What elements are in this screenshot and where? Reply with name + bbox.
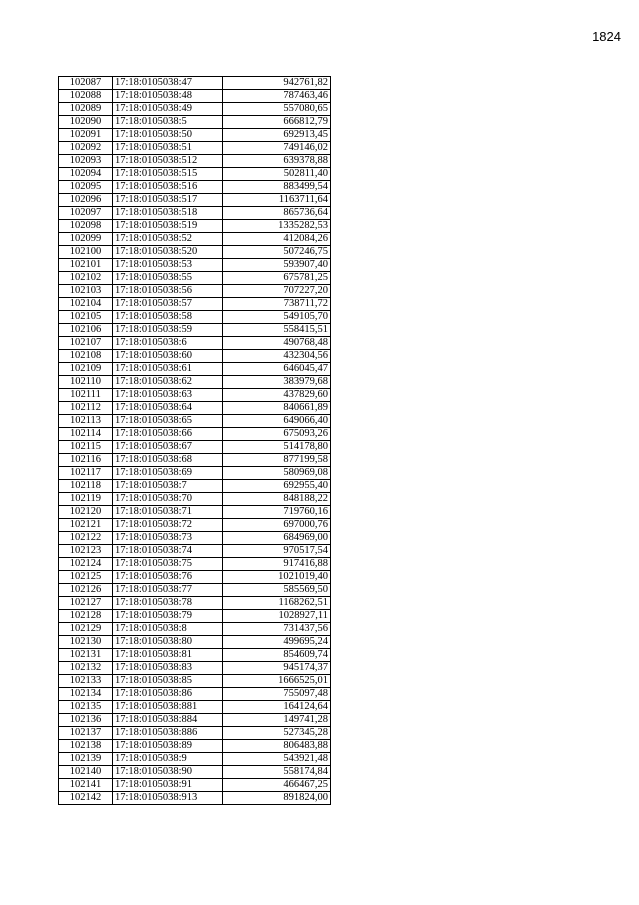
- table-row: [59, 350, 331, 363]
- cadastral-number-cell: 17:18:0105038:52: [113, 233, 223, 246]
- cadastral-number-cell: 17:18:0105038:6: [113, 337, 223, 350]
- cadastral-value-cell: 1021019,40: [223, 571, 331, 584]
- table-row: [59, 363, 331, 376]
- row-number-cell: 102093: [59, 155, 113, 168]
- table-row: [59, 779, 331, 792]
- table-row: [59, 376, 331, 389]
- cadastral-number-cell: 17:18:0105038:63: [113, 389, 223, 402]
- cadastral-number-cell: 17:18:0105038:75: [113, 558, 223, 571]
- row-number-cell: 102104: [59, 298, 113, 311]
- cadastral-value-cell: 502811,40: [223, 168, 331, 181]
- table-row: [59, 129, 331, 142]
- cadastral-value-cell: 787463,46: [223, 90, 331, 103]
- cadastral-value-cell: 666812,79: [223, 116, 331, 129]
- cadastral-number-cell: 17:18:0105038:70: [113, 493, 223, 506]
- table-row: [59, 766, 331, 779]
- row-number-cell: 102134: [59, 688, 113, 701]
- cadastral-value-cell: 646045,47: [223, 363, 331, 376]
- cadastral-value-cell: 749146,02: [223, 142, 331, 155]
- table-row: [59, 285, 331, 298]
- row-number-cell: 102131: [59, 649, 113, 662]
- cadastral-number-cell: 17:18:0105038:60: [113, 350, 223, 363]
- row-number-cell: 102140: [59, 766, 113, 779]
- cadastral-number-cell: 17:18:0105038:89: [113, 740, 223, 753]
- table-row: [59, 701, 331, 714]
- cadastral-number-cell: 17:18:0105038:73: [113, 532, 223, 545]
- cadastral-number-cell: 17:18:0105038:519: [113, 220, 223, 233]
- cadastral-number-cell: 17:18:0105038:58: [113, 311, 223, 324]
- table-row: [59, 168, 331, 181]
- table-row: [59, 272, 331, 285]
- table-row: [59, 90, 331, 103]
- cadastral-number-cell: 17:18:0105038:50: [113, 129, 223, 142]
- cadastral-number-cell: 17:18:0105038:65: [113, 415, 223, 428]
- row-number-cell: 102089: [59, 103, 113, 116]
- table-row: [59, 155, 331, 168]
- cadastral-number-cell: 17:18:0105038:69: [113, 467, 223, 480]
- cadastral-number-cell: 17:18:0105038:49: [113, 103, 223, 116]
- cadastral-value-cell: 1335282,53: [223, 220, 331, 233]
- cadastral-value-cell: 543921,48: [223, 753, 331, 766]
- table-row: [59, 532, 331, 545]
- row-number-cell: 102115: [59, 441, 113, 454]
- cadastral-number-cell: 17:18:0105038:79: [113, 610, 223, 623]
- cadastral-value-cell: 1666525,01: [223, 675, 331, 688]
- table-row: [59, 623, 331, 636]
- table-row: [59, 207, 331, 220]
- row-number-cell: 102127: [59, 597, 113, 610]
- cadastral-number-cell: 17:18:0105038:81: [113, 649, 223, 662]
- cadastral-number-cell: 17:18:0105038:55: [113, 272, 223, 285]
- cadastral-value-cell: 697000,76: [223, 519, 331, 532]
- table-row: [59, 116, 331, 129]
- cadastral-value-cell: 558174,84: [223, 766, 331, 779]
- row-number-cell: 102111: [59, 389, 113, 402]
- row-number-cell: 102088: [59, 90, 113, 103]
- cadastral-number-cell: 17:18:0105038:9: [113, 753, 223, 766]
- table-row: [59, 688, 331, 701]
- table-row: [59, 246, 331, 259]
- row-number-cell: 102123: [59, 545, 113, 558]
- cadastral-value-cell: 692913,45: [223, 129, 331, 142]
- cadastral-value-cell: 707227,20: [223, 285, 331, 298]
- table-row: [59, 636, 331, 649]
- cadastral-value-cell: 499695,24: [223, 636, 331, 649]
- row-number-cell: 102092: [59, 142, 113, 155]
- cadastral-value-cell: 639378,88: [223, 155, 331, 168]
- table-row: [59, 727, 331, 740]
- table-row: [59, 77, 331, 90]
- table-row: [59, 402, 331, 415]
- cadastral-number-cell: 17:18:0105038:74: [113, 545, 223, 558]
- row-number-cell: 102114: [59, 428, 113, 441]
- cadastral-value-cell: 580969,08: [223, 467, 331, 480]
- cadastral-number-cell: 17:18:0105038:80: [113, 636, 223, 649]
- cadastral-value-cell: 891824,00: [223, 792, 331, 805]
- cadastral-number-cell: 17:18:0105038:78: [113, 597, 223, 610]
- row-number-cell: 102108: [59, 350, 113, 363]
- row-number-cell: 102100: [59, 246, 113, 259]
- cadastral-number-cell: 17:18:0105038:91: [113, 779, 223, 792]
- cadastral-value-cell: 466467,25: [223, 779, 331, 792]
- row-number-cell: 102141: [59, 779, 113, 792]
- cadastral-number-cell: 17:18:0105038:86: [113, 688, 223, 701]
- table-row: [59, 714, 331, 727]
- cadastral-number-cell: 17:18:0105038:7: [113, 480, 223, 493]
- cadastral-value-cell: 432304,56: [223, 350, 331, 363]
- table-row: [59, 662, 331, 675]
- cadastral-number-cell: 17:18:0105038:67: [113, 441, 223, 454]
- cadastral-number-cell: 17:18:0105038:66: [113, 428, 223, 441]
- table-row: [59, 298, 331, 311]
- cadastral-value-cell: 840661,89: [223, 402, 331, 415]
- cadastral-number-cell: 17:18:0105038:48: [113, 90, 223, 103]
- cadastral-value-cell: 806483,88: [223, 740, 331, 753]
- table-row: [59, 142, 331, 155]
- cadastral-value-cell: 149741,28: [223, 714, 331, 727]
- cadastral-value-cell: 731437,56: [223, 623, 331, 636]
- table-row: [59, 610, 331, 623]
- row-number-cell: 102098: [59, 220, 113, 233]
- row-number-cell: 102112: [59, 402, 113, 415]
- table-row: [59, 259, 331, 272]
- cadastral-value-cell: 854609,74: [223, 649, 331, 662]
- row-number-cell: 102094: [59, 168, 113, 181]
- row-number-cell: 102128: [59, 610, 113, 623]
- table-row: [59, 233, 331, 246]
- page-number: 1824: [592, 29, 621, 44]
- cadastral-number-cell: 17:18:0105038:85: [113, 675, 223, 688]
- table-row: [59, 519, 331, 532]
- table-row: [59, 571, 331, 584]
- cadastral-number-cell: 17:18:0105038:47: [113, 77, 223, 90]
- row-number-cell: 102138: [59, 740, 113, 753]
- table-row: [59, 753, 331, 766]
- row-number-cell: 102124: [59, 558, 113, 571]
- table-row: [59, 337, 331, 350]
- table-row: [59, 740, 331, 753]
- cadastral-number-cell: 17:18:0105038:64: [113, 402, 223, 415]
- row-number-cell: 102133: [59, 675, 113, 688]
- row-number-cell: 102107: [59, 337, 113, 350]
- row-number-cell: 102129: [59, 623, 113, 636]
- cadastral-number-cell: 17:18:0105038:83: [113, 662, 223, 675]
- row-number-cell: 102101: [59, 259, 113, 272]
- cadastral-value-cell: 490768,48: [223, 337, 331, 350]
- cadastral-number-cell: 17:18:0105038:517: [113, 194, 223, 207]
- row-number-cell: 102095: [59, 181, 113, 194]
- cadastral-number-cell: 17:18:0105038:881: [113, 701, 223, 714]
- table-row: [59, 220, 331, 233]
- table-row: [59, 480, 331, 493]
- cadastral-number-cell: 17:18:0105038:68: [113, 454, 223, 467]
- row-number-cell: 102137: [59, 727, 113, 740]
- cadastral-value-cell: 383979,68: [223, 376, 331, 389]
- cadastral-number-cell: 17:18:0105038:512: [113, 155, 223, 168]
- table-row: [59, 545, 331, 558]
- cadastral-number-cell: 17:18:0105038:516: [113, 181, 223, 194]
- table-row: [59, 675, 331, 688]
- table-row: [59, 441, 331, 454]
- row-number-cell: 102117: [59, 467, 113, 480]
- table-row: [59, 454, 331, 467]
- cadastral-number-cell: 17:18:0105038:518: [113, 207, 223, 220]
- cadastral-value-cell: 164124,64: [223, 701, 331, 714]
- row-number-cell: 102120: [59, 506, 113, 519]
- row-number-cell: 102126: [59, 584, 113, 597]
- row-number-cell: 102102: [59, 272, 113, 285]
- cadastral-value-cell: 877199,58: [223, 454, 331, 467]
- row-number-cell: 102142: [59, 792, 113, 805]
- row-number-cell: 102109: [59, 363, 113, 376]
- cadastral-number-cell: 17:18:0105038:77: [113, 584, 223, 597]
- row-number-cell: 102113: [59, 415, 113, 428]
- cadastral-value-cell: 585569,50: [223, 584, 331, 597]
- cadastral-value-cell: 593907,40: [223, 259, 331, 272]
- table-row: [59, 103, 331, 116]
- row-number-cell: 102096: [59, 194, 113, 207]
- row-number-cell: 102087: [59, 77, 113, 90]
- cadastral-value-cell: 549105,70: [223, 311, 331, 324]
- cadastral-number-cell: 17:18:0105038:51: [113, 142, 223, 155]
- cadastral-value-cell: 412084,26: [223, 233, 331, 246]
- table-row: [59, 415, 331, 428]
- cadastral-value-cell: 942761,82: [223, 77, 331, 90]
- cadastral-number-cell: 17:18:0105038:62: [113, 376, 223, 389]
- table-row: [59, 194, 331, 207]
- cadastral-value-cell: 514178,80: [223, 441, 331, 454]
- cadastral-value-cell: 558415,51: [223, 324, 331, 337]
- table-row: [59, 311, 331, 324]
- row-number-cell: 102136: [59, 714, 113, 727]
- cadastral-value-cell: 692955,40: [223, 480, 331, 493]
- table-body: [59, 77, 331, 805]
- cadastral-value-cell: 738711,72: [223, 298, 331, 311]
- cadastral-number-cell: 17:18:0105038:53: [113, 259, 223, 272]
- table-row: [59, 506, 331, 519]
- cadastral-number-cell: 17:18:0105038:913: [113, 792, 223, 805]
- cadastral-value-cell: 675781,25: [223, 272, 331, 285]
- row-number-cell: 102106: [59, 324, 113, 337]
- table-row: [59, 584, 331, 597]
- cadastral-number-cell: 17:18:0105038:61: [113, 363, 223, 376]
- cadastral-value-cell: 945174,37: [223, 662, 331, 675]
- row-number-cell: 102121: [59, 519, 113, 532]
- cadastral-number-cell: 17:18:0105038:515: [113, 168, 223, 181]
- cadastral-value-cell: 557080,65: [223, 103, 331, 116]
- cadastral-value-cell: 719760,16: [223, 506, 331, 519]
- cadastral-number-cell: 17:18:0105038:71: [113, 506, 223, 519]
- cadastral-number-cell: 17:18:0105038:8: [113, 623, 223, 636]
- cadastral-value-cell: 917416,88: [223, 558, 331, 571]
- cadastral-value-cell: 675093,26: [223, 428, 331, 441]
- cadastral-value-cell: 865736,64: [223, 207, 331, 220]
- row-number-cell: 102125: [59, 571, 113, 584]
- row-number-cell: 102130: [59, 636, 113, 649]
- table-row: [59, 792, 331, 805]
- cadastral-number-cell: 17:18:0105038:59: [113, 324, 223, 337]
- cadastral-value-cell: 883499,54: [223, 181, 331, 194]
- table-row: [59, 558, 331, 571]
- cadastral-value-cell: 1163711,64: [223, 194, 331, 207]
- table-row: [59, 428, 331, 441]
- cadastral-value-cell: 507246,75: [223, 246, 331, 259]
- cadastral-number-cell: 17:18:0105038:886: [113, 727, 223, 740]
- table-row: [59, 493, 331, 506]
- cadastral-value-cell: 649066,40: [223, 415, 331, 428]
- cadastral-number-cell: 17:18:0105038:90: [113, 766, 223, 779]
- row-number-cell: 102099: [59, 233, 113, 246]
- row-number-cell: 102116: [59, 454, 113, 467]
- cadastral-value-cell: 1168262,51: [223, 597, 331, 610]
- table-row: [59, 389, 331, 402]
- cadastral-value-cell: 437829,60: [223, 389, 331, 402]
- cadastral-number-cell: 17:18:0105038:76: [113, 571, 223, 584]
- row-number-cell: 102135: [59, 701, 113, 714]
- table-row: [59, 324, 331, 337]
- table-row: [59, 649, 331, 662]
- row-number-cell: 102105: [59, 311, 113, 324]
- cadastral-value-table: [58, 76, 331, 805]
- row-number-cell: 102097: [59, 207, 113, 220]
- cadastral-number-cell: 17:18:0105038:72: [113, 519, 223, 532]
- row-number-cell: 102119: [59, 493, 113, 506]
- row-number-cell: 102091: [59, 129, 113, 142]
- row-number-cell: 102122: [59, 532, 113, 545]
- row-number-cell: 102110: [59, 376, 113, 389]
- cadastral-number-cell: 17:18:0105038:884: [113, 714, 223, 727]
- cadastral-value-cell: 970517,54: [223, 545, 331, 558]
- cadastral-value-cell: 755097,48: [223, 688, 331, 701]
- table-row: [59, 597, 331, 610]
- row-number-cell: 102139: [59, 753, 113, 766]
- cadastral-number-cell: 17:18:0105038:57: [113, 298, 223, 311]
- table-row: [59, 467, 331, 480]
- row-number-cell: 102118: [59, 480, 113, 493]
- cadastral-value-cell: 848188,22: [223, 493, 331, 506]
- cadastral-number-cell: 17:18:0105038:5: [113, 116, 223, 129]
- cadastral-value-cell: 527345,28: [223, 727, 331, 740]
- cadastral-value-cell: 1028927,11: [223, 610, 331, 623]
- row-number-cell: 102103: [59, 285, 113, 298]
- row-number-cell: 102132: [59, 662, 113, 675]
- table-row: [59, 181, 331, 194]
- cadastral-number-cell: 17:18:0105038:520: [113, 246, 223, 259]
- cadastral-number-cell: 17:18:0105038:56: [113, 285, 223, 298]
- row-number-cell: 102090: [59, 116, 113, 129]
- cadastral-value-cell: 684969,00: [223, 532, 331, 545]
